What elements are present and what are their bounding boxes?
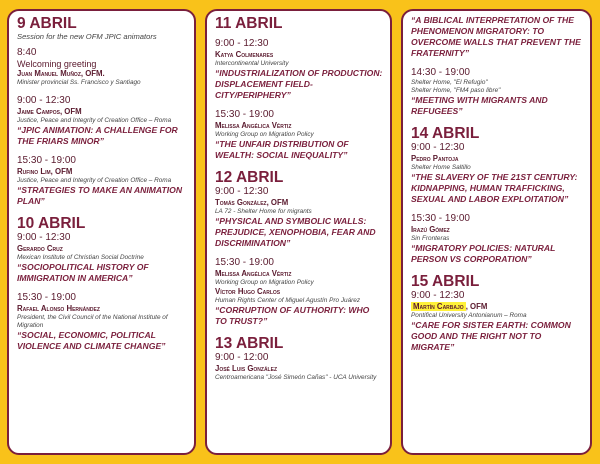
day-heading: 9 ABRIL	[17, 15, 77, 32]
session-title: “MEETING WITH MIGRANTS AND REFUGEES”	[411, 95, 548, 116]
venue-name: Shelter Home, "FM4 paso libre"	[411, 87, 501, 94]
speaker-name: Melissa Angélica Vértiz	[215, 269, 292, 278]
session-time: 9:00 - 12:30	[215, 38, 269, 49]
speaker-name: Rufino Lim, OFM	[17, 167, 73, 176]
session-time: 9:00 - 12:30	[411, 290, 465, 301]
session-title: “CORRUPTION OF AUTHORITY: WHO TO TRUST?”	[215, 305, 370, 326]
venue-name: Shelter Home, "El Refugio"	[411, 79, 488, 86]
program-panel-1	[7, 9, 196, 455]
speaker-name: Tomás González, OFM	[215, 198, 289, 207]
session-time: 15:30 - 19:00	[17, 155, 76, 166]
session-title: “SOCIAL, ECONOMIC, POLITICAL VIOLENCE AND CLIMATE CHANGE”	[17, 330, 166, 351]
speaker-name: Katya Colmenares	[215, 50, 274, 59]
session-time: 15:30 - 19:00	[215, 109, 274, 120]
speaker-affiliation: Shelter Home Saltillo	[411, 164, 471, 171]
day-heading: 13 ABRIL	[215, 335, 284, 352]
speaker-name: Rafael Alonso Hernández	[17, 304, 100, 313]
speaker-name: Gerardo Cruz	[17, 244, 63, 253]
speaker-name: Irazú Gómez	[411, 225, 450, 234]
speaker-affiliation: Justice, Peace and Integrity of Creation Office – Roma	[17, 177, 172, 184]
speaker-name: Juan Manuel Muñoz, OFM.	[17, 69, 105, 78]
speaker-affiliation: LA 72 - Shelter Home for migrants	[215, 208, 312, 215]
speaker-affiliation: Working Group on Migration Policy	[215, 131, 314, 138]
highlighted-speaker-name: Martín Carbajo	[413, 302, 464, 311]
speaker-name	[411, 302, 583, 312]
session-time: 9:00 - 12:30	[411, 142, 465, 153]
session-time: 15:30 - 19:00	[411, 213, 470, 224]
session-time: 9:00 - 12:30	[17, 232, 71, 243]
session-title: “STRATEGIES TO MAKE AN ANIMATION PLAN”	[17, 185, 183, 206]
speaker-name: Jaime Campos, OFM	[17, 107, 82, 116]
day-heading: 15 ABRIL	[411, 273, 480, 290]
session-title: “JPIC ANIMATION: A CHALLENGE FOR THE FRIARS MINOR”	[17, 125, 178, 146]
day-subtitle: Session for the new OFM JPIC animators	[17, 32, 157, 41]
speaker-name: José Luis González	[215, 364, 277, 373]
session-time: 15:30 - 19:00	[215, 257, 274, 268]
speaker-name: Melissa Angélica Vértiz	[215, 121, 292, 130]
session-title: “SOCIOPOLITICAL HISTORY OF IMMIGRATION IN AMERICA”	[17, 262, 149, 283]
session-label: Welcoming greeting	[17, 59, 97, 69]
session-title: “A BIBLICAL INTERPRETATION OF THE PHENOMENON MIGRATORY: TO OVERCOME WALLS THAT PREVENT THE FRATERNITY”	[411, 15, 581, 58]
speaker-affiliation: Pontifical University Antonianum – Roma	[411, 312, 527, 319]
speaker-name: Pedro Pantoja	[411, 154, 459, 163]
speaker-affiliation: Working Group on Migration Policy	[215, 279, 314, 286]
speaker-affiliation: President, the Civil Council of the National Institute of Migration	[17, 314, 168, 329]
session-time: 14:30 - 19:00	[411, 67, 470, 78]
day-heading: 11 ABRIL	[215, 15, 283, 32]
speaker-name-suffix: , OFM	[465, 302, 488, 311]
speaker-affiliation: Human Rights Center of Miguel Agustín Pro Juárez	[215, 297, 361, 304]
speaker-affiliation: Mexican Institute of Christian Social Doctrine	[17, 254, 144, 261]
session-title: “INDUSTRIALIZATION OF PRODUCTION: DISPLACEMENT FIELD-CITY/PERIPHERY”	[215, 68, 383, 100]
speaker-affiliation: Centroamericana "José Simeón Cañas" - UCA University	[215, 374, 377, 381]
day-heading: 10 ABRIL	[17, 215, 86, 232]
speaker-name: Víctor Hugo Carlos	[215, 287, 281, 296]
session-time: 9:00 - 12:00	[215, 352, 269, 363]
program-panel-2	[205, 9, 392, 455]
speaker-affiliation: Sin Fronteras	[411, 235, 450, 242]
day-heading: 12 ABRIL	[215, 169, 284, 186]
speaker-affiliation: Justice, Peace and Integrity of Creation Office – Roma	[17, 117, 172, 124]
session-title: “CARE FOR SISTER EARTH: COMMON GOOD AND THE RIGHT NOT TO MIGRATE”	[411, 320, 571, 352]
session-time: 8:40	[17, 47, 37, 58]
session-time: 9:00 - 12:30	[17, 95, 71, 106]
session-time: 9:00 - 12:30	[215, 186, 269, 197]
program-panel-3	[401, 9, 592, 455]
session-title: “THE SLAVERY OF THE 21ST CENTURY: KIDNAPPING, HUMAN TRAFFICKING, SEXUAL AND LABOR EXPLOITATION”	[411, 172, 578, 204]
session-title: “MIGRATORY POLICIES: NATURAL PERSON VS CORPORATION”	[411, 243, 556, 264]
session-title: “THE UNFAIR DISTRIBUTION OF WEALTH: SOCIAL INEQUALITY”	[215, 139, 349, 160]
speaker-affiliation: Minister provincial Ss. Francisco y Santiago	[17, 79, 141, 86]
session-title: “PHYSICAL AND SYMBOLIC WALLS: PREJUDICE, XENOPHOBIA, FEAR AND DISCRIMINATION”	[215, 216, 376, 248]
day-heading: 14 ABRIL	[411, 125, 480, 142]
session-time: 15:30 - 19:00	[17, 292, 76, 303]
speaker-affiliation: Intercontinental University	[215, 60, 289, 67]
